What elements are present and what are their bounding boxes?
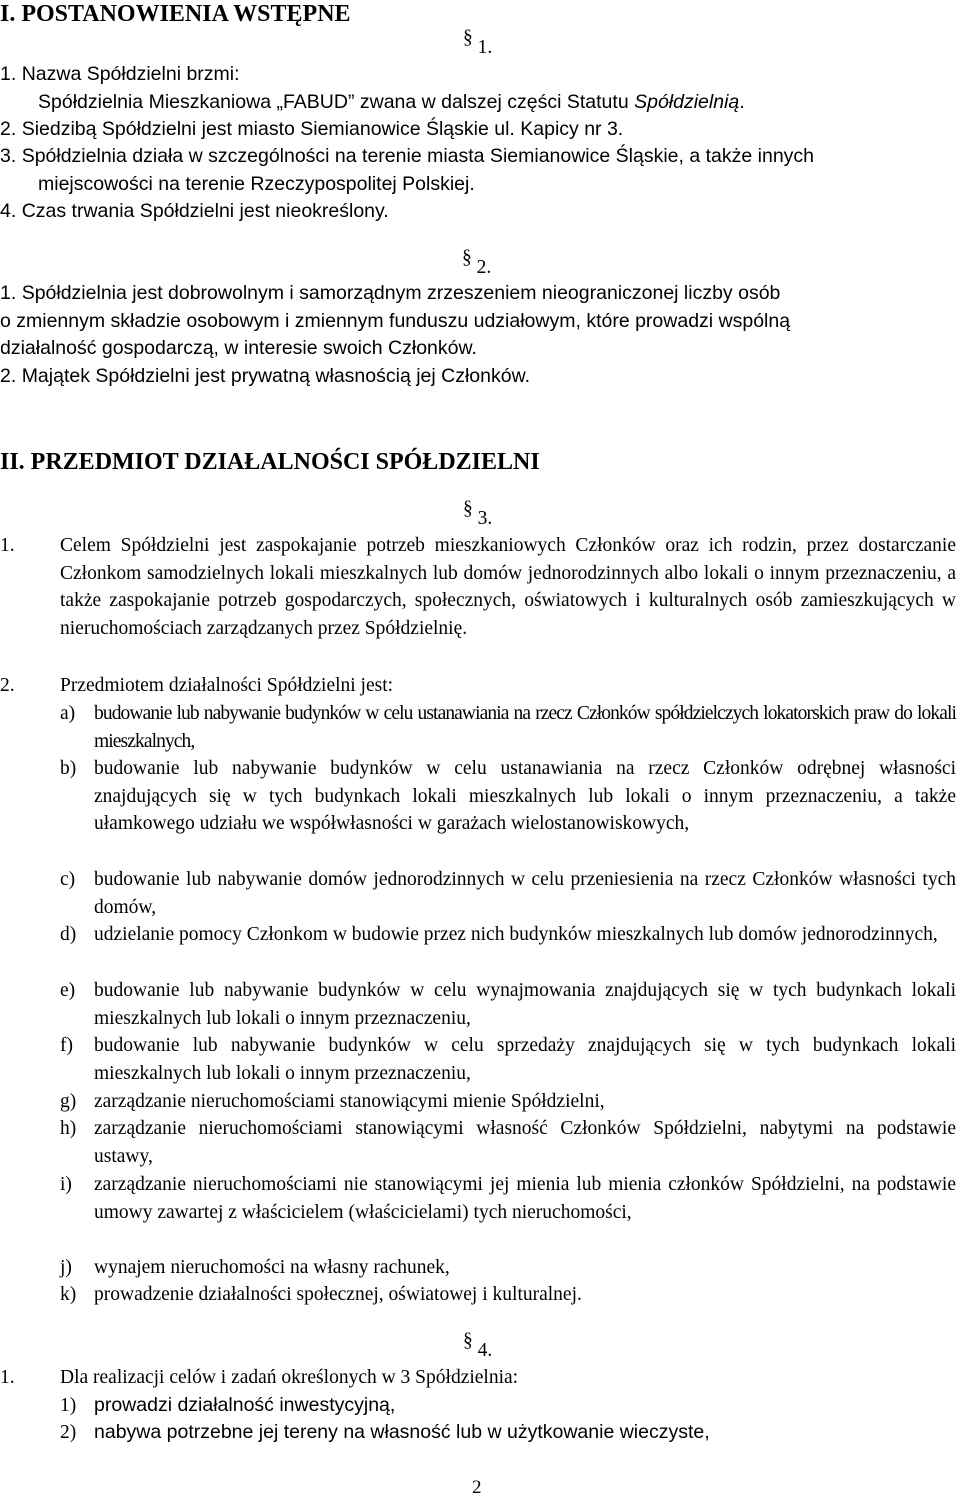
s1-item-1: 1. Nazwa Spółdzielni brzmi: Spółdzielnia Mieszkaniowa „FABUD” zwana w dalszej części Statutu Spółdzielnią. xyxy=(0,63,745,113)
s1-item-4: 4. Czas trwania Spółdzielni jest nieokreślony. xyxy=(0,200,389,222)
s1-item-3: 3. Spółdzielnia działa w szczególności na terenie miasta Siemianowice Śląskie, a także innych miejscowości na terenie Rzeczypospolitej Polskiej. xyxy=(0,145,815,195)
section-mark-4: § 4. xyxy=(463,1330,493,1361)
s3-paragraph-2: 2. Przedmiotem działalności Spółdzielni jest: xyxy=(0,675,394,696)
s2-item-2: 2. Majątek Spółdzielni jest prywatną własnością jej Członków. xyxy=(0,365,531,387)
section-mark-1: § 1. xyxy=(463,27,493,58)
s3-paragraph-1: 1. Celem Spółdzielni jest zaspokajanie potrzeb mieszkaniowych Członków oraz ich rodzin, przez dostarczanie Członkom samodzielnych lokali mieszkalnych lub domów jednorodzinnych albo lokali o innym przeznaczeniu, a także zaspokajanie potrzeb gospodarczych, społecznych, oświatowych i kulturalnych osób zamieszkujących w nieruchomościach zarządzanych przez Spółdzielnię. xyxy=(0,535,956,639)
heading-subject-of-activity: II. PRZEDMIOT DZIAŁALNOŚCI SPÓŁDZIELNI xyxy=(0,449,540,475)
section-mark-3: § 3. xyxy=(463,498,493,529)
s3-list-item-a: a) budowanie lub nabywanie budynków w celu ustanawiania na rzecz Członków spółdzielczych lokatorskich praw do lokali mieszkalnych, xyxy=(60,703,956,752)
s3-list-item-f: f) budowanie lub nabywanie budynków w celu sprzedaży znajdujących się w tych budynkach lokali mieszkalnych lub lokali o innym przeznaczeniu, xyxy=(60,1035,956,1084)
s3-list-item-k: k) prowadzenie działalności społecznej, oświatowej i kulturalnej. xyxy=(60,1284,582,1305)
s3-list-item-j: j) wynajem nieruchomości na własny rachunek, xyxy=(60,1257,450,1278)
s3-list-item-d: d) udzielanie pomocy Członkom w budowie przez nich budynków mieszkalnych lub domów jednorodzinnych, xyxy=(60,924,938,945)
s4-paragraph-1: 1. Dla realizacji celów i zadań określonych w 3 Spółdzielnia: xyxy=(0,1367,519,1388)
s3-list-item-e: e) budowanie lub nabywanie budynków w celu wynajmowania znajdujących się w tych budynkach lokali mieszkalnych lub lokali o innym przeznaczeniu, xyxy=(60,980,956,1029)
s3-list-item-h: h) zarządzanie nieruchomościami stanowiącymi własność Członków Spółdzielni, nabytymi na podstawie ustawy, xyxy=(60,1118,956,1167)
s3-list-item-i: i) zarządzanie nieruchomościami nie stanowiącymi jej mienia lub mienia członków Spółdzielni, na podstawie umowy zawartej z właścicielem (właścicielami) tych nieruchomości, xyxy=(60,1174,956,1223)
s3-list-item-c: c) budowanie lub nabywanie domów jednorodzinnych w celu przeniesienia na rzecz Członków własności tych domów, xyxy=(60,869,956,918)
s4-list-item-2: 2) nabywa potrzebne jej tereny na własność lub w użytkowanie wieczyste, xyxy=(60,1421,710,1443)
section-mark-2: § 2. xyxy=(462,247,492,278)
page-number: 2 xyxy=(472,1477,482,1498)
s1-item-2: 2. Siedzibą Spółdzielni jest miasto Siemianowice Śląskie ul. Kapicy nr 3. xyxy=(0,118,624,140)
s3-list-item-b: b) budowanie lub nabywanie budynków w celu ustanawiania na rzecz Członków odrębnej własności znajdujących się w tych budynkach lokali mieszkalnych lub lokali o innym przeznaczeniu, a także ułamkowego udziału we współwłasności w garażach wielostanowiskowych, xyxy=(60,758,956,834)
s3-list-item-g: g) zarządzanie nieruchomościami stanowiącymi mienie Spółdzielni, xyxy=(60,1091,605,1112)
s4-list-item-1: 1) prowadzi działalność inwestycyjną, xyxy=(60,1394,396,1416)
s2-item-1: 1. Spółdzielnia jest dobrowolnym i samorządnym zrzeszeniem nieograniczonej liczby osób o zmiennym składzie osobowym i zmiennym funduszu udziałowym, które prowadzi wspólną działalność gospodarczą, w interesie swoich Członków. xyxy=(0,282,791,359)
heading-general-provisions: I. POSTANOWIENIA WSTĘPNE xyxy=(0,1,351,27)
